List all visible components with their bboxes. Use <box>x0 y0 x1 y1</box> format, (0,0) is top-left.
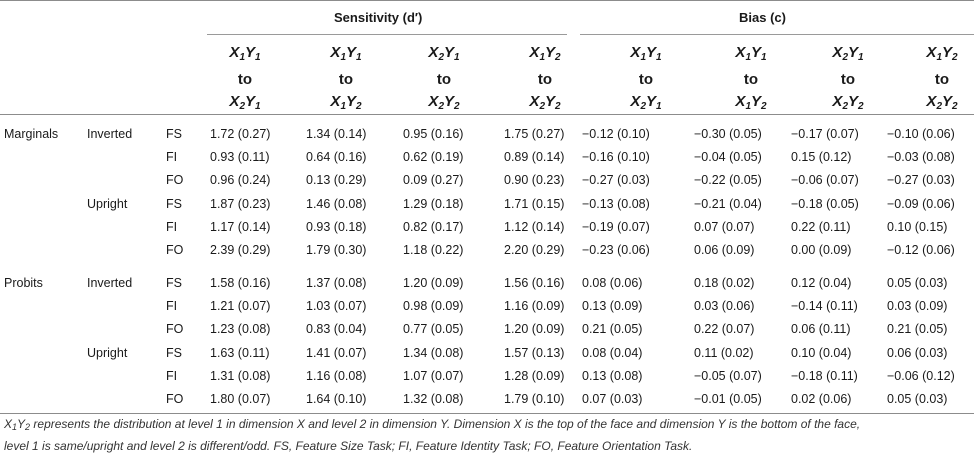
column-header <box>598 42 694 118</box>
table-cell: 0.10 (0.04) <box>791 346 852 360</box>
header-to-x-sub: 1 <box>340 101 346 112</box>
column-header <box>197 42 293 118</box>
header-from-y-sub: 2 <box>952 52 958 63</box>
table-cell: 0.96 (0.24) <box>210 173 271 187</box>
header-to-x: X <box>330 93 341 110</box>
table-cell: 0.15 (0.12) <box>791 150 852 164</box>
orientation-label: Upright <box>87 346 128 360</box>
column-header-from <box>703 42 799 69</box>
table-cell: 0.93 (0.18) <box>306 220 367 234</box>
header-to: to <box>537 71 553 88</box>
header-from-x: X <box>832 44 843 61</box>
table-cell: −0.14 (0.11) <box>791 299 858 313</box>
table-cell: 1.37 (0.08) <box>306 276 367 290</box>
header-from-x-sub: 2 <box>438 52 444 63</box>
footnote-x: X <box>4 417 13 431</box>
table-cell: 1.17 (0.14) <box>210 220 271 234</box>
table-cell: 0.89 (0.14) <box>504 150 565 164</box>
table-cell: 1.20 (0.09) <box>403 276 464 290</box>
table-cell: 1.72 (0.27) <box>210 127 271 141</box>
header-to-y: Y <box>942 93 953 110</box>
table-cell: 1.79 (0.30) <box>306 243 367 257</box>
table-cell: 1.71 (0.15) <box>504 197 565 211</box>
header-to-x: X <box>735 93 746 110</box>
header-to-x-sub: 1 <box>745 101 751 112</box>
header-to-x: X <box>229 93 240 110</box>
table-cell: 1.79 (0.10) <box>504 392 565 406</box>
table-cell: 0.07 (0.03) <box>582 392 643 406</box>
table-cell: 0.62 (0.19) <box>403 150 464 164</box>
task-label: FI <box>166 299 178 313</box>
table-cell: 1.46 (0.08) <box>306 197 367 211</box>
header-to-y-sub: 2 <box>356 101 362 112</box>
table-cell: 0.90 (0.23) <box>504 173 565 187</box>
column-header <box>703 42 799 118</box>
orientation-label: Inverted <box>87 276 133 290</box>
table-cell: −0.06 (0.12) <box>887 369 955 383</box>
table-cell: 1.63 (0.11) <box>210 346 270 360</box>
task-label: FI <box>166 220 178 234</box>
header-from-y-sub: 1 <box>454 52 460 63</box>
header-from-x: X <box>229 44 240 61</box>
table-cell: −0.19 (0.07) <box>582 220 650 234</box>
column-header <box>800 42 896 118</box>
column-header-from <box>800 42 896 69</box>
footnote-y-sub: 2 <box>25 422 31 432</box>
table-cell: 0.02 (0.06) <box>791 392 852 406</box>
table-cell: −0.17 (0.07) <box>791 127 859 141</box>
table-cell: 0.03 (0.09) <box>887 299 948 313</box>
header-to-x: X <box>630 93 641 110</box>
header-to: to <box>436 71 452 88</box>
header-from-y-sub: 1 <box>858 52 864 63</box>
orientation-label: Upright <box>87 197 128 211</box>
table-cell: −0.23 (0.06) <box>582 243 650 257</box>
table-cell: 1.64 (0.10) <box>306 392 367 406</box>
header-from-y: Y <box>942 44 953 61</box>
header-from-y-sub: 1 <box>255 52 261 63</box>
table-cell: 1.07 (0.07) <box>403 369 464 383</box>
header-to: to <box>840 71 856 88</box>
header-from-y: Y <box>545 44 556 61</box>
group-header-sensitivity: Sensitivity (d′) <box>334 10 423 25</box>
method-label: Marginals <box>4 127 59 141</box>
table-cell: 0.83 (0.04) <box>306 322 367 336</box>
table-cell: −0.04 (0.05) <box>694 150 762 164</box>
table-cell: −0.22 (0.05) <box>694 173 762 187</box>
table-cell: 1.12 (0.14) <box>504 220 565 234</box>
table-cell: −0.06 (0.07) <box>791 173 859 187</box>
header-from-y: Y <box>444 44 455 61</box>
table-cell: 0.98 (0.09) <box>403 299 464 313</box>
table-cell: 0.22 (0.07) <box>694 322 755 336</box>
header-from-x: X <box>735 44 746 61</box>
table-cell: −0.18 (0.11) <box>791 369 858 383</box>
table-cell: −0.16 (0.10) <box>582 150 650 164</box>
table-cell: 2.39 (0.29) <box>210 243 271 257</box>
header-to-x-sub: 2 <box>936 101 942 112</box>
header-to-y: Y <box>444 93 455 110</box>
table-cell: −0.21 (0.04) <box>694 197 762 211</box>
table-cell: −0.30 (0.05) <box>694 127 762 141</box>
orientation-label: Inverted <box>87 127 133 141</box>
column-header <box>298 42 394 118</box>
top-rule <box>0 0 974 1</box>
column-header-from <box>894 42 974 69</box>
header-from-x: X <box>926 44 937 61</box>
table-cell: 1.87 (0.23) <box>210 197 271 211</box>
table-cell: −0.03 (0.08) <box>887 150 955 164</box>
table-cell: −0.27 (0.03) <box>887 173 955 187</box>
table-cell: 0.10 (0.15) <box>887 220 948 234</box>
table-cell: 1.29 (0.18) <box>403 197 464 211</box>
header-from-y: Y <box>346 44 357 61</box>
column-header-from <box>598 42 694 69</box>
table-cell: −0.27 (0.03) <box>582 173 650 187</box>
table-cell: 1.56 (0.16) <box>504 276 565 290</box>
table-cell: 0.18 (0.02) <box>694 276 755 290</box>
header-from-y-sub: 1 <box>656 52 662 63</box>
method-label: Probits <box>4 276 43 290</box>
table-cell: 1.41 (0.07) <box>306 346 367 360</box>
header-to-y: Y <box>848 93 859 110</box>
table-cell: 0.13 (0.08) <box>582 369 643 383</box>
table-cell: 1.32 (0.08) <box>403 392 464 406</box>
header-from-y: Y <box>245 44 256 61</box>
header-from-x-sub: 1 <box>640 52 646 63</box>
task-label: FI <box>166 150 178 164</box>
task-label: FS <box>166 276 182 290</box>
header-from-x: X <box>428 44 439 61</box>
header-to: to <box>237 71 253 88</box>
task-label: FO <box>166 392 184 406</box>
table-cell: 0.13 (0.29) <box>306 173 367 187</box>
header-to-x-sub: 2 <box>438 101 444 112</box>
table-cell: 1.57 (0.13) <box>504 346 565 360</box>
header-to-y: Y <box>545 93 556 110</box>
table-cell: 0.77 (0.05) <box>403 322 464 336</box>
table-cell: 1.28 (0.09) <box>504 369 565 383</box>
header-from-x-sub: 1 <box>745 52 751 63</box>
table-cell: 1.58 (0.16) <box>210 276 271 290</box>
column-header-from <box>197 42 293 69</box>
table-cell: −0.12 (0.10) <box>582 127 650 141</box>
header-from-x: X <box>330 44 341 61</box>
table-cell: 1.75 (0.27) <box>504 127 565 141</box>
header-to-x-sub: 2 <box>640 101 646 112</box>
table-cell: −0.05 (0.07) <box>694 369 762 383</box>
header-to-x: X <box>926 93 937 110</box>
table-cell: 0.95 (0.16) <box>403 127 464 141</box>
table-cell: 2.20 (0.29) <box>504 243 565 257</box>
column-header-from <box>396 42 492 69</box>
table-cell: 1.34 (0.14) <box>306 127 367 141</box>
header-to-y: Y <box>751 93 762 110</box>
header-to-y-sub: 1 <box>656 101 662 112</box>
table-cell: 0.07 (0.07) <box>694 220 755 234</box>
table-cell: 0.11 (0.02) <box>694 346 754 360</box>
header-to-x: X <box>529 93 540 110</box>
header-to-x: X <box>832 93 843 110</box>
table-cell: 0.05 (0.03) <box>887 276 948 290</box>
header-rule <box>0 114 974 115</box>
header-to: to <box>743 71 759 88</box>
table-cell: −0.18 (0.05) <box>791 197 859 211</box>
footnote-x-sub: 1 <box>12 422 18 432</box>
header-to: to <box>638 71 654 88</box>
table-cell: 0.64 (0.16) <box>306 150 367 164</box>
header-from-y: Y <box>848 44 859 61</box>
table-cell: 1.18 (0.22) <box>403 243 464 257</box>
header-from-x-sub: 1 <box>239 52 245 63</box>
table-cell: 1.20 (0.09) <box>504 322 565 336</box>
table-cell: 0.22 (0.11) <box>791 220 851 234</box>
header-to-y: Y <box>346 93 357 110</box>
header-from-x: X <box>529 44 540 61</box>
table-cell: 0.12 (0.04) <box>791 276 852 290</box>
header-from-x-sub: 1 <box>936 52 942 63</box>
column-header <box>396 42 492 118</box>
table-cell: 1.03 (0.07) <box>306 299 367 313</box>
task-label: FO <box>166 243 184 257</box>
header-from-x-sub: 2 <box>842 52 848 63</box>
task-label: FS <box>166 346 182 360</box>
table-cell: −0.09 (0.06) <box>887 197 955 211</box>
group-header-bias: Bias (c) <box>739 10 786 25</box>
header-to-x-sub: 2 <box>842 101 848 112</box>
table-cell: 1.31 (0.08) <box>210 369 271 383</box>
table-cell: 0.06 (0.11) <box>791 322 851 336</box>
header-from-x-sub: 1 <box>340 52 346 63</box>
header-to-y-sub: 2 <box>761 101 767 112</box>
task-label: FS <box>166 197 182 211</box>
header-to-x-sub: 2 <box>539 101 545 112</box>
table-cell: 0.06 (0.03) <box>887 346 948 360</box>
table-cell: 0.82 (0.17) <box>403 220 464 234</box>
footnote-line1-text: represents the distribution at level 1 in dimension X and level 2 in dimension Y. Dimension X is the top of the face and dimension Y is the bottom of the face, <box>30 417 861 431</box>
table-footnote <box>4 415 972 456</box>
column-header-from <box>497 42 593 69</box>
header-to-x: X <box>428 93 439 110</box>
group-underline-sensitivity <box>207 34 567 35</box>
header-to-y-sub: 2 <box>952 101 958 112</box>
table-cell: 1.16 (0.08) <box>306 369 367 383</box>
task-label: FO <box>166 322 184 336</box>
header-to-y-sub: 1 <box>255 101 261 112</box>
table-cell: 0.06 (0.09) <box>694 243 755 257</box>
table-cell: 0.93 (0.11) <box>210 150 270 164</box>
table-cell: −0.01 (0.05) <box>694 392 762 406</box>
header-to-y-sub: 2 <box>858 101 864 112</box>
header-to-y: Y <box>646 93 657 110</box>
header-from-x-sub: 1 <box>539 52 545 63</box>
header-to-y: Y <box>245 93 256 110</box>
group-underline-bias <box>580 34 974 35</box>
table-cell: 0.13 (0.09) <box>582 299 643 313</box>
table-cell: −0.10 (0.06) <box>887 127 955 141</box>
table-cell: 0.03 (0.06) <box>694 299 755 313</box>
bottom-rule <box>0 413 974 414</box>
table-cell: −0.12 (0.06) <box>887 243 955 257</box>
header-from-y-sub: 1 <box>761 52 767 63</box>
table-cell: 0.21 (0.05) <box>887 322 948 336</box>
task-label: FO <box>166 173 184 187</box>
header-from-y-sub: 1 <box>356 52 362 63</box>
column-header-from <box>298 42 394 69</box>
table-cell: −0.13 (0.08) <box>582 197 650 211</box>
header-to-x-sub: 2 <box>239 101 245 112</box>
table-cell: 1.34 (0.08) <box>403 346 464 360</box>
table-cell: 1.80 (0.07) <box>210 392 271 406</box>
footnote-y: Y <box>17 417 26 431</box>
table-cell: 0.08 (0.04) <box>582 346 643 360</box>
header-from-y: Y <box>751 44 762 61</box>
table-cell: 0.05 (0.03) <box>887 392 948 406</box>
header-from-x: X <box>630 44 641 61</box>
footnote-line-2: level 1 is same/upright and level 2 is different/odd. FS, Feature Size Task; FI, Feature Identity Task; FO, Feature Orientation Task. <box>4 439 693 453</box>
header-to: to <box>934 71 950 88</box>
table-cell: 0.09 (0.27) <box>403 173 464 187</box>
header-to-y-sub: 2 <box>454 101 460 112</box>
column-header <box>894 42 974 118</box>
task-label: FS <box>166 127 182 141</box>
table-cell: 0.21 (0.05) <box>582 322 643 336</box>
header-from-y-sub: 2 <box>555 52 561 63</box>
table-cell: 0.08 (0.06) <box>582 276 643 290</box>
task-label: FI <box>166 369 178 383</box>
footnote-line-1 <box>4 415 972 437</box>
table-cell: 1.23 (0.08) <box>210 322 271 336</box>
column-header <box>497 42 593 118</box>
header-from-y: Y <box>646 44 657 61</box>
table-cell: 1.16 (0.09) <box>504 299 565 313</box>
header-to-y-sub: 2 <box>555 101 561 112</box>
table-cell: 1.21 (0.07) <box>210 299 271 313</box>
table-cell: 0.00 (0.09) <box>791 243 852 257</box>
header-to: to <box>338 71 354 88</box>
